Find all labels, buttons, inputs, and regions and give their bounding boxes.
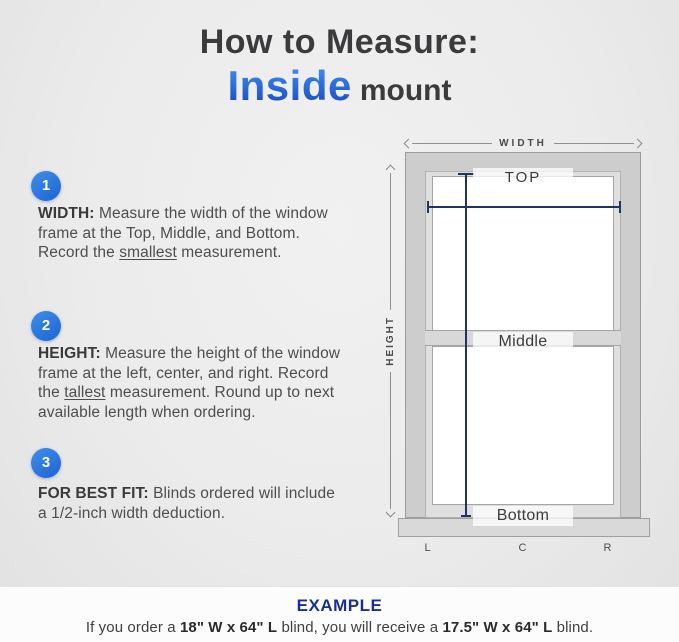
page-title: How to Measure: [199,23,480,61]
width-measure-line [427,206,621,208]
bottom-position-label: Bottom [473,506,573,526]
width-measure-left-tick [427,201,429,213]
step-2-text-after: measurement. Round up to next available length when ordering. [38,384,335,421]
example-received-size: 17.5" W x 64" L [442,619,553,636]
example-text-before: If you order a [85,619,180,636]
step-2-label: HEIGHT: [38,345,101,362]
step-1-text-after: measurement. [176,244,282,261]
page-header [0,24,679,110]
top-position-label: TOP [473,168,573,187]
width-dimension-arrow [405,138,641,148]
example-section [0,586,679,642]
page-subtitle [0,63,679,109]
height-measure-top-tick [458,173,474,175]
height-arrow-line [390,173,391,310]
step-3-text-before: Blinds ordered will include a 1/2-inch width deduction. [38,485,335,522]
step-1-underlined-word: smallest [119,244,177,261]
window-lower-sash [432,346,614,505]
step-2-number-badge: 2 [31,311,61,341]
height-arrow-line [390,372,391,509]
width-dimension-label: WIDTH [499,137,547,149]
arrow-up-icon [385,165,395,175]
example-ordered-size: 18" W x 64" L [179,619,278,636]
step-1-label: WIDTH: [38,205,95,222]
height-dimension-label: HEIGHT [384,316,396,366]
step-1-instruction [38,204,346,263]
width-arrow-line [412,143,492,144]
example-text-after: blind. [552,619,594,636]
width-measure-right-tick [619,201,621,213]
step-3-instruction [38,484,346,523]
middle-position-label: Middle [473,332,573,352]
step-1-number-badge: 1 [31,171,61,201]
mount-type-suffix: mount [359,74,452,108]
step-2-underlined-word: tallest [64,384,106,401]
right-mark-label: R [603,542,613,554]
height-dimension-arrow [383,166,397,516]
height-measure-line [465,173,467,517]
example-heading: EXAMPLE [296,596,383,615]
example-text-middle: blind, you will receive a [277,619,443,636]
step-1-text-before: Measure the width of the window frame at the Top, Middle, and Bottom. Record the [38,205,328,261]
arrow-left-icon [404,138,414,148]
arrow-down-icon [385,508,395,518]
step-2-instruction [38,344,346,422]
step-2-text-before: Measure the height of the window frame at the left, center, and right. Record the [38,345,341,401]
mount-type-emphasis: Inside [227,62,352,110]
example-sentence [0,619,679,636]
window-measurement-diagram [383,138,650,568]
left-mark-label: L [424,542,432,554]
step-3-label: FOR BEST FIT: [38,485,149,502]
step-3-number-badge: 3 [31,448,61,478]
center-mark-label: C [518,542,528,554]
window-upper-sash [432,176,614,334]
arrow-right-icon [633,138,643,148]
width-arrow-line [554,143,634,144]
height-measure-bottom-tick [461,515,471,517]
